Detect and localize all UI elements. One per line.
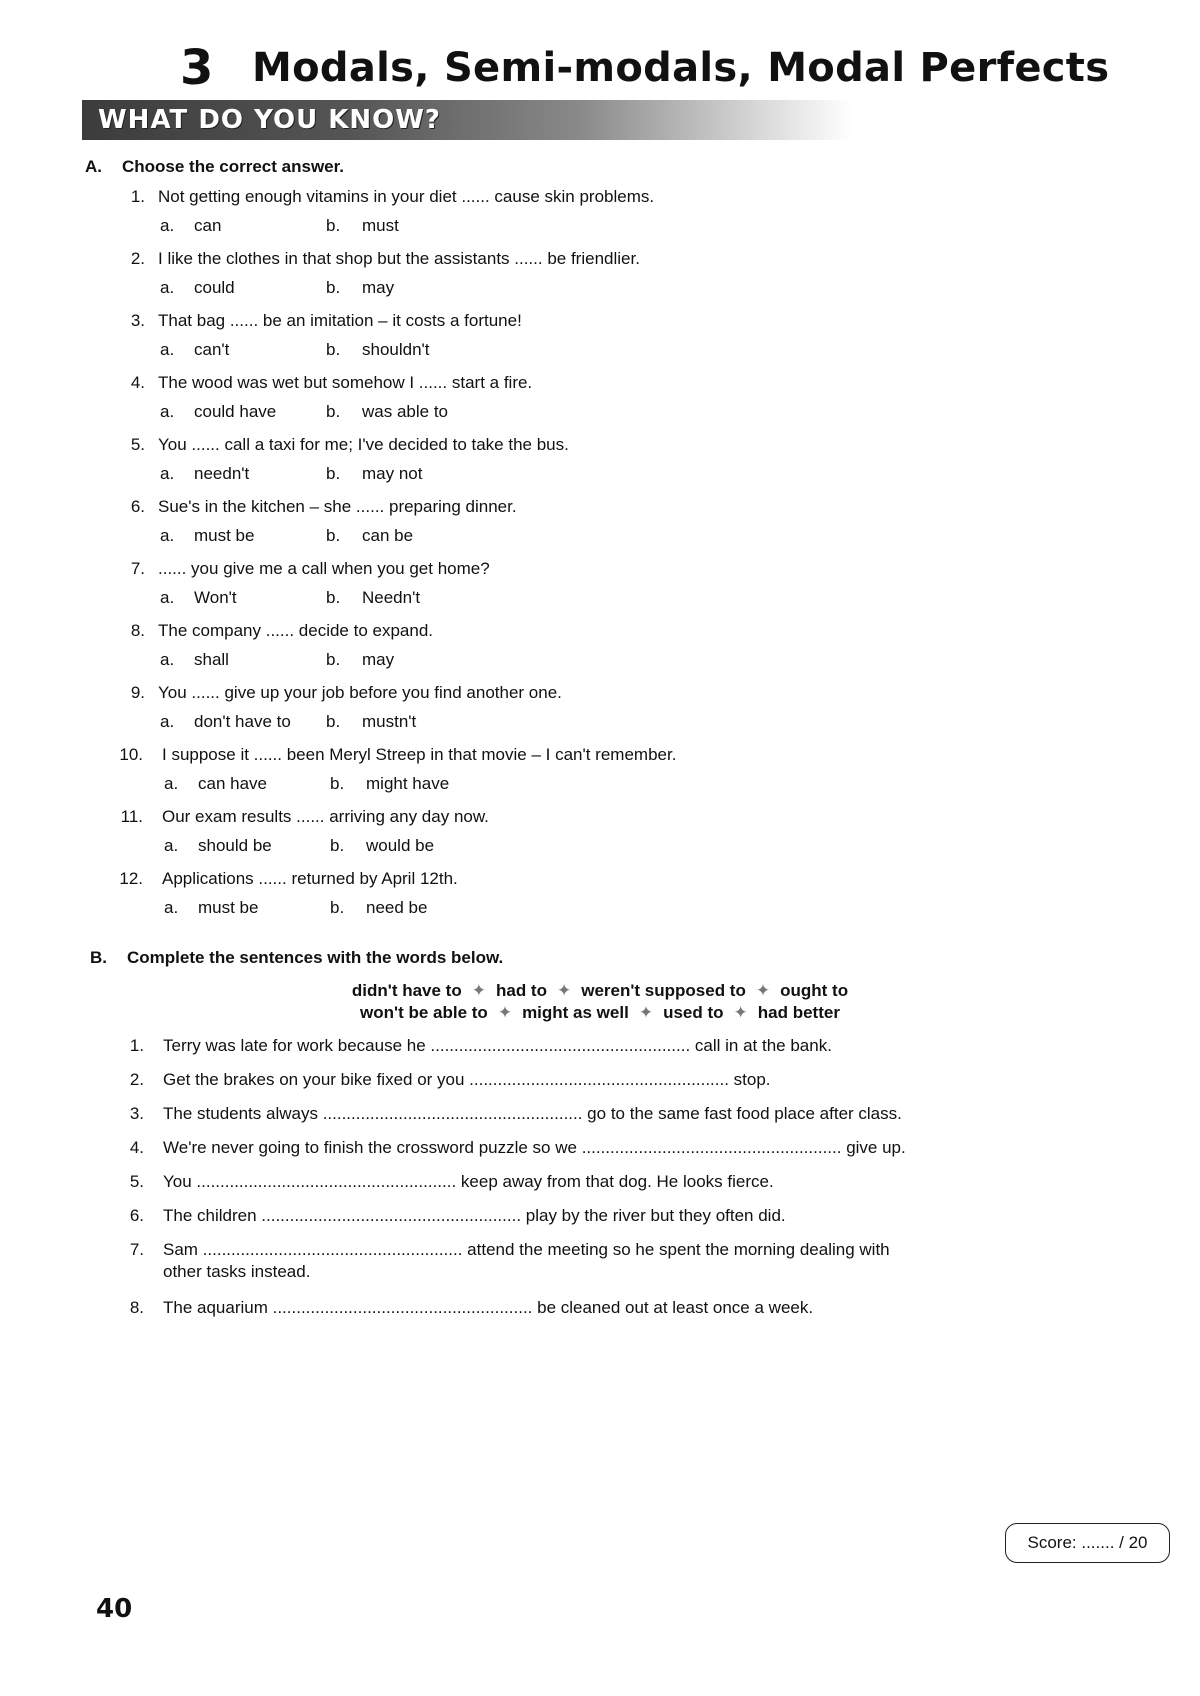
sentence-number: 2. [129,1070,144,1089]
question-text: Our exam results ...... arriving any day now. [162,807,489,826]
question-text: The wood was wet but somehow I ...... start a fire. [158,373,533,392]
option-b-text: must [362,216,399,235]
question-number: 9. [130,683,145,702]
option-a-label: a. [160,402,175,421]
sentence-text: Terry was late for work because he ....................................................... call in at the bank. [163,1036,832,1055]
question-text: The company ...... decide to expand. [158,621,433,640]
option-b-label: b. [330,898,345,917]
question-number: 2. [130,249,145,268]
option-a-text: must be [194,526,255,545]
sentence-text: Sam ....................................................... attend the meeting so he spent the morning dealing with [163,1240,890,1259]
question-number: 4. [130,373,145,392]
option-b-text: may [362,278,395,297]
word-bank-item: might as well [522,1003,629,1022]
option-a-text: should be [198,836,272,855]
word-bank-item: ought to [780,981,849,1000]
word-bank-row-2 [0,1002,1200,1024]
word-bank-row-1 [0,980,1200,1002]
option-b-text: Needn't [362,588,421,607]
sentence-text: Get the brakes on your bike fixed or you ....................................................... stop. [163,1070,771,1089]
option-b-label: b. [326,712,341,731]
question-text: That bag ...... be an imitation – it costs a fortune! [158,311,522,330]
question-text: Not getting enough vitamins in your diet ...... cause skin problems. [158,187,655,206]
question-number: 12. [119,869,143,888]
question-number: 6. [130,497,145,516]
section-a-heading: Choose the correct answer. [122,157,345,176]
sentence-text: You ....................................................... keep away from that dog. He looks fierce. [163,1172,774,1191]
option-b-text: was able to [362,402,448,421]
word-bank-item: used to [663,1003,724,1022]
section-b-heading: Complete the sentences with the words below. [127,948,504,967]
option-a-label: a. [164,774,179,793]
word-bank-item: had better [757,1003,840,1022]
unit-number: 3 [180,40,214,96]
option-b-label: b. [326,278,341,297]
option-a-label: a. [160,340,175,359]
sentence-number: 5. [129,1172,144,1191]
option-b-text: can be [362,526,414,545]
option-b-text: shouldn't [362,340,430,359]
option-a-label: a. [160,588,175,607]
option-b-text: may not [362,464,423,483]
question-text: You ...... give up your job before you find another one. [158,683,562,702]
sentence-number: 4. [129,1138,144,1157]
option-a-text: can't [194,340,230,359]
sentence-text: We're never going to finish the crossword puzzle so we ....................................................... give up. [163,1138,906,1157]
option-a-text: needn't [194,464,250,483]
option-b-text: mustn't [362,712,417,731]
question-number: 7. [130,559,145,578]
option-b-text: may [362,650,395,669]
option-a-text: could [194,278,235,297]
section-b-letter: B. [90,948,107,967]
option-b-label: b. [326,650,341,669]
option-b-text: would be [366,836,435,855]
word-bank-item: didn't have to [351,981,462,1000]
sentence-number: 8. [129,1298,144,1317]
word-separator-icon: ✦ [638,1003,654,1022]
option-a-label: a. [160,278,175,297]
option-a-label: a. [160,216,175,235]
section-a-letter: A. [85,157,102,176]
question-number: 1. [130,187,145,206]
option-a-text: shall [194,650,229,669]
option-a-label: a. [160,464,175,483]
sentence-text: The students always ....................................................... go to the same fast food place after class. [163,1104,902,1123]
score-box: Score: ....... / 20 [1005,1523,1170,1563]
option-b-label: b. [326,402,341,421]
sentence-number: 7. [129,1240,144,1259]
page-number: 40 [96,1594,133,1624]
sentence-text: The children ....................................................... play by the river but they often did. [163,1206,786,1225]
option-a-text: must be [198,898,259,917]
word-separator-icon: ✦ [497,1003,513,1022]
question-number: 3. [130,311,145,330]
option-b-label: b. [326,464,341,483]
sentence-text-continued: other tasks instead. [163,1262,311,1281]
option-a-label: a. [164,898,179,917]
question-text: I suppose it ...... been Meryl Streep in that movie – I can't remember. [162,745,677,764]
option-a-label: a. [160,712,175,731]
sentence-number: 3. [129,1104,144,1123]
option-b-label: b. [326,526,341,545]
word-separator-icon: ✦ [556,981,572,1000]
banner-label: WHAT DO YOU KNOW? [98,105,442,135]
option-b-label: b. [330,774,345,793]
question-text: I like the clothes in that shop but the assistants ...... be friendlier. [158,249,640,268]
sentence-number: 6. [129,1206,144,1225]
question-number: 10. [119,745,143,764]
option-b-label: b. [330,836,345,855]
word-bank-item: had to [495,981,547,1000]
word-separator-icon: ✦ [755,981,771,1000]
question-text: Applications ...... returned by April 12th. [162,869,458,888]
option-a-text: could have [194,402,277,421]
option-a-label: a. [164,836,179,855]
question-text: Sue's in the kitchen – she ...... preparing dinner. [158,497,517,516]
option-a-text: Won't [194,588,237,607]
sentence-text: The aquarium ....................................................... be cleaned out at least once a week. [163,1298,814,1317]
page-title: Modals, Semi-modals, Modal Perfects [252,45,1110,91]
sentence-number: 1. [129,1036,144,1055]
question-number: 8. [130,621,145,640]
word-separator-icon: ✦ [733,1003,748,1022]
option-a-text: don't have to [194,712,291,731]
word-separator-icon: ✦ [471,981,486,1000]
question-text: You ...... call a taxi for me; I've decided to take the bus. [158,435,569,454]
word-bank-item: weren't supposed to [581,981,746,1000]
word-bank-item: won't be able to [360,1003,488,1022]
question-number: 11. [120,807,143,826]
option-b-text: might have [366,774,450,793]
option-b-label: b. [326,216,341,235]
question-text: ...... you give me a call when you get home? [158,559,490,578]
option-a-text: can [194,216,222,235]
option-a-label: a. [160,650,175,669]
question-number: 5. [130,435,145,454]
section-banner [82,100,852,140]
option-a-text: can have [198,774,267,793]
option-a-label: a. [160,526,175,545]
option-b-text: need be [366,898,428,917]
option-b-label: b. [326,340,341,359]
option-b-label: b. [326,588,341,607]
